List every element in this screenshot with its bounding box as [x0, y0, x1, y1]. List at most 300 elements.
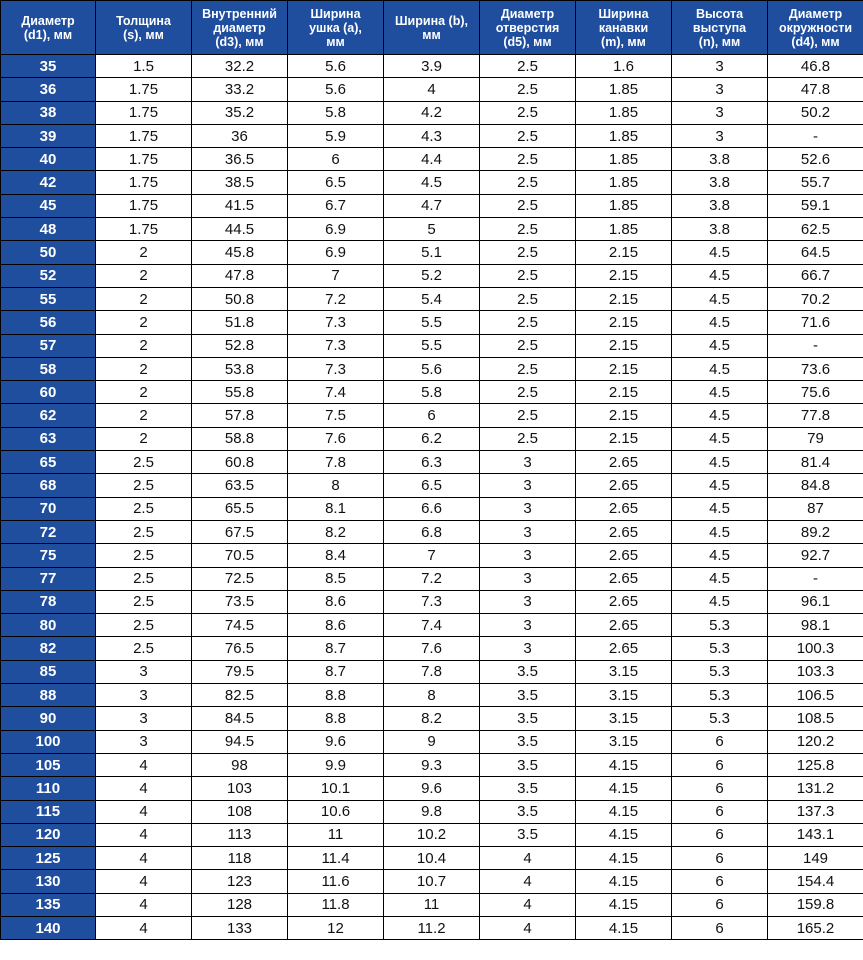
cell-groove-width-m: 4.15	[576, 753, 672, 776]
cell-lug-width-a: 8.1	[288, 497, 384, 520]
cell-diameter-d1: 115	[1, 800, 96, 823]
header-row	[1, 1, 863, 55]
header-cell-projection-height-n: Высота выступа (n), мм	[672, 1, 768, 55]
cell-width-b: 4.2	[384, 101, 480, 124]
cell-hole-diameter-d5: 2.5	[480, 194, 576, 217]
cell-groove-width-m: 2.65	[576, 520, 672, 543]
cell-thickness-s: 4	[96, 777, 192, 800]
cell-groove-width-m: 4.15	[576, 870, 672, 893]
cell-thickness-s: 2.5	[96, 497, 192, 520]
cell-thickness-s: 1.75	[96, 194, 192, 217]
table-row	[1, 55, 863, 78]
cell-hole-diameter-d5: 3.5	[480, 707, 576, 730]
cell-hole-diameter-d5: 2.5	[480, 404, 576, 427]
cell-circle-diameter-d4: 120.2	[768, 730, 863, 753]
table-row	[1, 544, 863, 567]
cell-circle-diameter-d4: 52.6	[768, 148, 863, 171]
cell-circle-diameter-d4: 98.1	[768, 614, 863, 637]
cell-circle-diameter-d4: 81.4	[768, 451, 863, 474]
cell-inner-diameter-d3: 55.8	[192, 381, 288, 404]
cell-width-b: 4	[384, 78, 480, 101]
cell-width-b: 4.4	[384, 148, 480, 171]
cell-width-b: 6.3	[384, 451, 480, 474]
cell-thickness-s: 2	[96, 264, 192, 287]
cell-projection-height-n: 4.5	[672, 520, 768, 543]
cell-circle-diameter-d4: 66.7	[768, 264, 863, 287]
cell-projection-height-n: 4.5	[672, 544, 768, 567]
table-row	[1, 637, 863, 660]
cell-lug-width-a: 7.3	[288, 334, 384, 357]
cell-circle-diameter-d4: 77.8	[768, 404, 863, 427]
cell-groove-width-m: 2.15	[576, 264, 672, 287]
cell-circle-diameter-d4: 55.7	[768, 171, 863, 194]
cell-width-b: 4.7	[384, 194, 480, 217]
cell-projection-height-n: 4.5	[672, 427, 768, 450]
cell-lug-width-a: 5.9	[288, 124, 384, 147]
cell-diameter-d1: 130	[1, 870, 96, 893]
cell-lug-width-a: 7.3	[288, 311, 384, 334]
cell-circle-diameter-d4: -	[768, 124, 863, 147]
cell-lug-width-a: 7.5	[288, 404, 384, 427]
cell-groove-width-m: 1.6	[576, 55, 672, 78]
cell-lug-width-a: 11	[288, 823, 384, 846]
header-cell-thickness-s: Толщина (s), мм	[96, 1, 192, 55]
cell-circle-diameter-d4: 89.2	[768, 520, 863, 543]
cell-diameter-d1: 85	[1, 660, 96, 683]
table-row	[1, 707, 863, 730]
cell-width-b: 11	[384, 893, 480, 916]
header-cell-width-b: Ширина (b), мм	[384, 1, 480, 55]
cell-inner-diameter-d3: 94.5	[192, 730, 288, 753]
cell-thickness-s: 2.5	[96, 614, 192, 637]
cell-inner-diameter-d3: 53.8	[192, 357, 288, 380]
cell-groove-width-m: 4.15	[576, 777, 672, 800]
cell-circle-diameter-d4: 79	[768, 427, 863, 450]
table-row	[1, 753, 863, 776]
cell-inner-diameter-d3: 70.5	[192, 544, 288, 567]
cell-inner-diameter-d3: 32.2	[192, 55, 288, 78]
cell-hole-diameter-d5: 3	[480, 451, 576, 474]
cell-groove-width-m: 4.15	[576, 800, 672, 823]
cell-hole-diameter-d5: 3	[480, 567, 576, 590]
cell-groove-width-m: 2.15	[576, 311, 672, 334]
cell-projection-height-n: 5.3	[672, 684, 768, 707]
cell-diameter-d1: 60	[1, 381, 96, 404]
cell-diameter-d1: 57	[1, 334, 96, 357]
table-row	[1, 730, 863, 753]
cell-thickness-s: 2.5	[96, 474, 192, 497]
cell-width-b: 10.2	[384, 823, 480, 846]
cell-projection-height-n: 4.5	[672, 451, 768, 474]
cell-lug-width-a: 8.8	[288, 684, 384, 707]
cell-hole-diameter-d5: 3	[480, 497, 576, 520]
cell-inner-diameter-d3: 44.5	[192, 218, 288, 241]
cell-hole-diameter-d5: 3.5	[480, 777, 576, 800]
cell-groove-width-m: 4.15	[576, 893, 672, 916]
cell-lug-width-a: 10.6	[288, 800, 384, 823]
table-row	[1, 241, 863, 264]
cell-inner-diameter-d3: 82.5	[192, 684, 288, 707]
cell-diameter-d1: 36	[1, 78, 96, 101]
header-cell-diameter-d1: Диаметр (d1), мм	[1, 1, 96, 55]
cell-hole-diameter-d5: 3.5	[480, 823, 576, 846]
table-row	[1, 311, 863, 334]
cell-lug-width-a: 6.5	[288, 171, 384, 194]
cell-diameter-d1: 48	[1, 218, 96, 241]
cell-thickness-s: 1.75	[96, 124, 192, 147]
cell-lug-width-a: 5.8	[288, 101, 384, 124]
cell-groove-width-m: 2.65	[576, 497, 672, 520]
cell-hole-diameter-d5: 2.5	[480, 78, 576, 101]
cell-thickness-s: 2	[96, 311, 192, 334]
table-row	[1, 497, 863, 520]
table-row	[1, 590, 863, 613]
cell-diameter-d1: 77	[1, 567, 96, 590]
cell-circle-diameter-d4: 131.2	[768, 777, 863, 800]
cell-width-b: 9.3	[384, 753, 480, 776]
cell-projection-height-n: 4.5	[672, 357, 768, 380]
cell-width-b: 6.6	[384, 497, 480, 520]
cell-diameter-d1: 58	[1, 357, 96, 380]
cell-groove-width-m: 2.15	[576, 381, 672, 404]
cell-width-b: 5.2	[384, 264, 480, 287]
cell-inner-diameter-d3: 67.5	[192, 520, 288, 543]
cell-hole-diameter-d5: 2.5	[480, 124, 576, 147]
cell-hole-diameter-d5: 4	[480, 847, 576, 870]
cell-width-b: 5.1	[384, 241, 480, 264]
cell-lug-width-a: 8.2	[288, 520, 384, 543]
cell-inner-diameter-d3: 108	[192, 800, 288, 823]
cell-lug-width-a: 8.6	[288, 590, 384, 613]
table-row	[1, 800, 863, 823]
cell-thickness-s: 2	[96, 241, 192, 264]
cell-circle-diameter-d4: 62.5	[768, 218, 863, 241]
cell-hole-diameter-d5: 2.5	[480, 287, 576, 310]
cell-hole-diameter-d5: 2.5	[480, 171, 576, 194]
cell-inner-diameter-d3: 123	[192, 870, 288, 893]
cell-circle-diameter-d4: 64.5	[768, 241, 863, 264]
cell-circle-diameter-d4: 106.5	[768, 684, 863, 707]
cell-width-b: 5.5	[384, 334, 480, 357]
cell-lug-width-a: 6.7	[288, 194, 384, 217]
cell-lug-width-a: 7.6	[288, 427, 384, 450]
cell-thickness-s: 1.75	[96, 148, 192, 171]
cell-lug-width-a: 8.6	[288, 614, 384, 637]
cell-lug-width-a: 5.6	[288, 78, 384, 101]
cell-circle-diameter-d4: 84.8	[768, 474, 863, 497]
cell-hole-diameter-d5: 2.5	[480, 264, 576, 287]
cell-width-b: 6.8	[384, 520, 480, 543]
cell-groove-width-m: 1.85	[576, 78, 672, 101]
cell-projection-height-n: 6	[672, 870, 768, 893]
cell-diameter-d1: 120	[1, 823, 96, 846]
cell-lug-width-a: 7.8	[288, 451, 384, 474]
cell-projection-height-n: 6	[672, 823, 768, 846]
cell-thickness-s: 2.5	[96, 567, 192, 590]
cell-width-b: 9.6	[384, 777, 480, 800]
cell-thickness-s: 2	[96, 381, 192, 404]
cell-hole-diameter-d5: 3.5	[480, 684, 576, 707]
cell-width-b: 6.5	[384, 474, 480, 497]
cell-thickness-s: 4	[96, 870, 192, 893]
cell-lug-width-a: 7.3	[288, 357, 384, 380]
cell-width-b: 9	[384, 730, 480, 753]
cell-groove-width-m: 2.65	[576, 474, 672, 497]
cell-projection-height-n: 5.3	[672, 660, 768, 683]
cell-circle-diameter-d4: 70.2	[768, 287, 863, 310]
cell-inner-diameter-d3: 38.5	[192, 171, 288, 194]
cell-diameter-d1: 55	[1, 287, 96, 310]
cell-inner-diameter-d3: 79.5	[192, 660, 288, 683]
cell-hole-diameter-d5: 2.5	[480, 357, 576, 380]
cell-projection-height-n: 3	[672, 78, 768, 101]
table-row	[1, 334, 863, 357]
cell-hole-diameter-d5: 3	[480, 637, 576, 660]
cell-diameter-d1: 88	[1, 684, 96, 707]
table-row	[1, 893, 863, 916]
cell-diameter-d1: 40	[1, 148, 96, 171]
cell-width-b: 9.8	[384, 800, 480, 823]
table-row	[1, 614, 863, 637]
cell-projection-height-n: 3.8	[672, 171, 768, 194]
cell-diameter-d1: 35	[1, 55, 96, 78]
cell-thickness-s: 2.5	[96, 520, 192, 543]
cell-hole-diameter-d5: 3.5	[480, 800, 576, 823]
cell-width-b: 5.8	[384, 381, 480, 404]
cell-width-b: 8.2	[384, 707, 480, 730]
cell-projection-height-n: 5.3	[672, 637, 768, 660]
cell-diameter-d1: 135	[1, 893, 96, 916]
cell-width-b: 6	[384, 404, 480, 427]
cell-inner-diameter-d3: 35.2	[192, 101, 288, 124]
cell-hole-diameter-d5: 4	[480, 893, 576, 916]
cell-lug-width-a: 5.6	[288, 55, 384, 78]
cell-inner-diameter-d3: 84.5	[192, 707, 288, 730]
table-row	[1, 148, 863, 171]
table-row	[1, 823, 863, 846]
cell-diameter-d1: 100	[1, 730, 96, 753]
cell-projection-height-n: 4.5	[672, 497, 768, 520]
cell-inner-diameter-d3: 36	[192, 124, 288, 147]
cell-projection-height-n: 6	[672, 916, 768, 939]
table-row	[1, 660, 863, 683]
table-row	[1, 78, 863, 101]
cell-circle-diameter-d4: 100.3	[768, 637, 863, 660]
cell-inner-diameter-d3: 118	[192, 847, 288, 870]
cell-width-b: 8	[384, 684, 480, 707]
cell-width-b: 5	[384, 218, 480, 241]
table-row	[1, 101, 863, 124]
cell-thickness-s: 4	[96, 916, 192, 939]
cell-circle-diameter-d4: 92.7	[768, 544, 863, 567]
cell-diameter-d1: 75	[1, 544, 96, 567]
cell-width-b: 7.6	[384, 637, 480, 660]
table-row	[1, 124, 863, 147]
cell-lug-width-a: 6.9	[288, 241, 384, 264]
cell-thickness-s: 2	[96, 404, 192, 427]
cell-projection-height-n: 4.5	[672, 264, 768, 287]
cell-width-b: 7.3	[384, 590, 480, 613]
cell-hole-diameter-d5: 2.5	[480, 334, 576, 357]
cell-projection-height-n: 6	[672, 753, 768, 776]
cell-groove-width-m: 1.85	[576, 171, 672, 194]
cell-diameter-d1: 78	[1, 590, 96, 613]
cell-projection-height-n: 3	[672, 55, 768, 78]
cell-projection-height-n: 3.8	[672, 148, 768, 171]
cell-diameter-d1: 72	[1, 520, 96, 543]
cell-width-b: 5.4	[384, 287, 480, 310]
cell-diameter-d1: 42	[1, 171, 96, 194]
cell-inner-diameter-d3: 98	[192, 753, 288, 776]
cell-projection-height-n: 4.5	[672, 311, 768, 334]
cell-circle-diameter-d4: 143.1	[768, 823, 863, 846]
cell-circle-diameter-d4: 46.8	[768, 55, 863, 78]
cell-diameter-d1: 68	[1, 474, 96, 497]
cell-width-b: 10.7	[384, 870, 480, 893]
table-row	[1, 777, 863, 800]
cell-circle-diameter-d4: 137.3	[768, 800, 863, 823]
cell-thickness-s: 2	[96, 427, 192, 450]
cell-lug-width-a: 8.4	[288, 544, 384, 567]
cell-inner-diameter-d3: 58.8	[192, 427, 288, 450]
table-row	[1, 171, 863, 194]
cell-thickness-s: 3	[96, 684, 192, 707]
cell-hole-diameter-d5: 4	[480, 916, 576, 939]
cell-inner-diameter-d3: 60.8	[192, 451, 288, 474]
table-row	[1, 194, 863, 217]
cell-hole-diameter-d5: 2.5	[480, 218, 576, 241]
cell-hole-diameter-d5: 3.5	[480, 730, 576, 753]
cell-lug-width-a: 6	[288, 148, 384, 171]
cell-inner-diameter-d3: 57.8	[192, 404, 288, 427]
table-row	[1, 451, 863, 474]
cell-lug-width-a: 8.8	[288, 707, 384, 730]
table-row	[1, 474, 863, 497]
cell-projection-height-n: 3	[672, 124, 768, 147]
cell-groove-width-m: 1.85	[576, 124, 672, 147]
cell-hole-diameter-d5: 3.5	[480, 753, 576, 776]
cell-width-b: 7.2	[384, 567, 480, 590]
cell-groove-width-m: 2.15	[576, 357, 672, 380]
cell-thickness-s: 2.5	[96, 451, 192, 474]
cell-thickness-s: 2	[96, 334, 192, 357]
cell-circle-diameter-d4: 75.6	[768, 381, 863, 404]
cell-diameter-d1: 45	[1, 194, 96, 217]
cell-circle-diameter-d4: 108.5	[768, 707, 863, 730]
cell-diameter-d1: 38	[1, 101, 96, 124]
cell-groove-width-m: 3.15	[576, 660, 672, 683]
cell-diameter-d1: 70	[1, 497, 96, 520]
cell-circle-diameter-d4: 50.2	[768, 101, 863, 124]
cell-circle-diameter-d4: 149	[768, 847, 863, 870]
cell-thickness-s: 4	[96, 753, 192, 776]
cell-diameter-d1: 80	[1, 614, 96, 637]
cell-width-b: 10.4	[384, 847, 480, 870]
cell-projection-height-n: 4.5	[672, 381, 768, 404]
cell-lug-width-a: 9.9	[288, 753, 384, 776]
cell-lug-width-a: 7.4	[288, 381, 384, 404]
table-row	[1, 218, 863, 241]
table-row	[1, 287, 863, 310]
cell-groove-width-m: 4.15	[576, 847, 672, 870]
cell-thickness-s: 3	[96, 660, 192, 683]
cell-groove-width-m: 2.15	[576, 241, 672, 264]
cell-width-b: 5.5	[384, 311, 480, 334]
table-row	[1, 404, 863, 427]
cell-hole-diameter-d5: 3	[480, 474, 576, 497]
cell-inner-diameter-d3: 52.8	[192, 334, 288, 357]
cell-projection-height-n: 3.8	[672, 194, 768, 217]
cell-thickness-s: 2.5	[96, 590, 192, 613]
cell-width-b: 4.5	[384, 171, 480, 194]
cell-lug-width-a: 8.5	[288, 567, 384, 590]
cell-projection-height-n: 3.8	[672, 218, 768, 241]
cell-width-b: 7	[384, 544, 480, 567]
cell-inner-diameter-d3: 133	[192, 916, 288, 939]
cell-circle-diameter-d4: -	[768, 567, 863, 590]
cell-diameter-d1: 110	[1, 777, 96, 800]
cell-thickness-s: 2	[96, 357, 192, 380]
cell-width-b: 4.3	[384, 124, 480, 147]
table-row	[1, 357, 863, 380]
cell-lug-width-a: 9.6	[288, 730, 384, 753]
cell-inner-diameter-d3: 76.5	[192, 637, 288, 660]
cell-hole-diameter-d5: 4	[480, 870, 576, 893]
cell-groove-width-m: 4.15	[576, 823, 672, 846]
cell-hole-diameter-d5: 2.5	[480, 101, 576, 124]
cell-lug-width-a: 12	[288, 916, 384, 939]
cell-inner-diameter-d3: 51.8	[192, 311, 288, 334]
cell-projection-height-n: 4.5	[672, 287, 768, 310]
cell-circle-diameter-d4: 165.2	[768, 916, 863, 939]
cell-lug-width-a: 11.4	[288, 847, 384, 870]
cell-width-b: 3.9	[384, 55, 480, 78]
cell-inner-diameter-d3: 128	[192, 893, 288, 916]
cell-circle-diameter-d4: -	[768, 334, 863, 357]
cell-groove-width-m: 3.15	[576, 730, 672, 753]
cell-projection-height-n: 6	[672, 847, 768, 870]
cell-lug-width-a: 10.1	[288, 777, 384, 800]
cell-circle-diameter-d4: 154.4	[768, 870, 863, 893]
cell-groove-width-m: 1.85	[576, 194, 672, 217]
cell-inner-diameter-d3: 36.5	[192, 148, 288, 171]
table-row	[1, 264, 863, 287]
cell-lug-width-a: 6.9	[288, 218, 384, 241]
cell-projection-height-n: 6	[672, 730, 768, 753]
cell-diameter-d1: 65	[1, 451, 96, 474]
cell-projection-height-n: 4.5	[672, 404, 768, 427]
cell-groove-width-m: 3.15	[576, 707, 672, 730]
header-cell-inner-diameter-d3: Внутренний диаметр (d3), мм	[192, 1, 288, 55]
cell-groove-width-m: 4.15	[576, 916, 672, 939]
cell-projection-height-n: 5.3	[672, 707, 768, 730]
header-cell-circle-diameter-d4: Диаметр окружности (d4), мм	[768, 1, 863, 55]
cell-lug-width-a: 7.2	[288, 287, 384, 310]
cell-groove-width-m: 2.65	[576, 590, 672, 613]
cell-diameter-d1: 39	[1, 124, 96, 147]
cell-thickness-s: 1.5	[96, 55, 192, 78]
cell-circle-diameter-d4: 47.8	[768, 78, 863, 101]
cell-circle-diameter-d4: 103.3	[768, 660, 863, 683]
cell-circle-diameter-d4: 59.1	[768, 194, 863, 217]
cell-projection-height-n: 4.5	[672, 241, 768, 264]
cell-groove-width-m: 2.15	[576, 334, 672, 357]
cell-thickness-s: 1.75	[96, 101, 192, 124]
cell-lug-width-a: 8	[288, 474, 384, 497]
cell-hole-diameter-d5: 3.5	[480, 660, 576, 683]
cell-diameter-d1: 82	[1, 637, 96, 660]
cell-projection-height-n: 3	[672, 101, 768, 124]
